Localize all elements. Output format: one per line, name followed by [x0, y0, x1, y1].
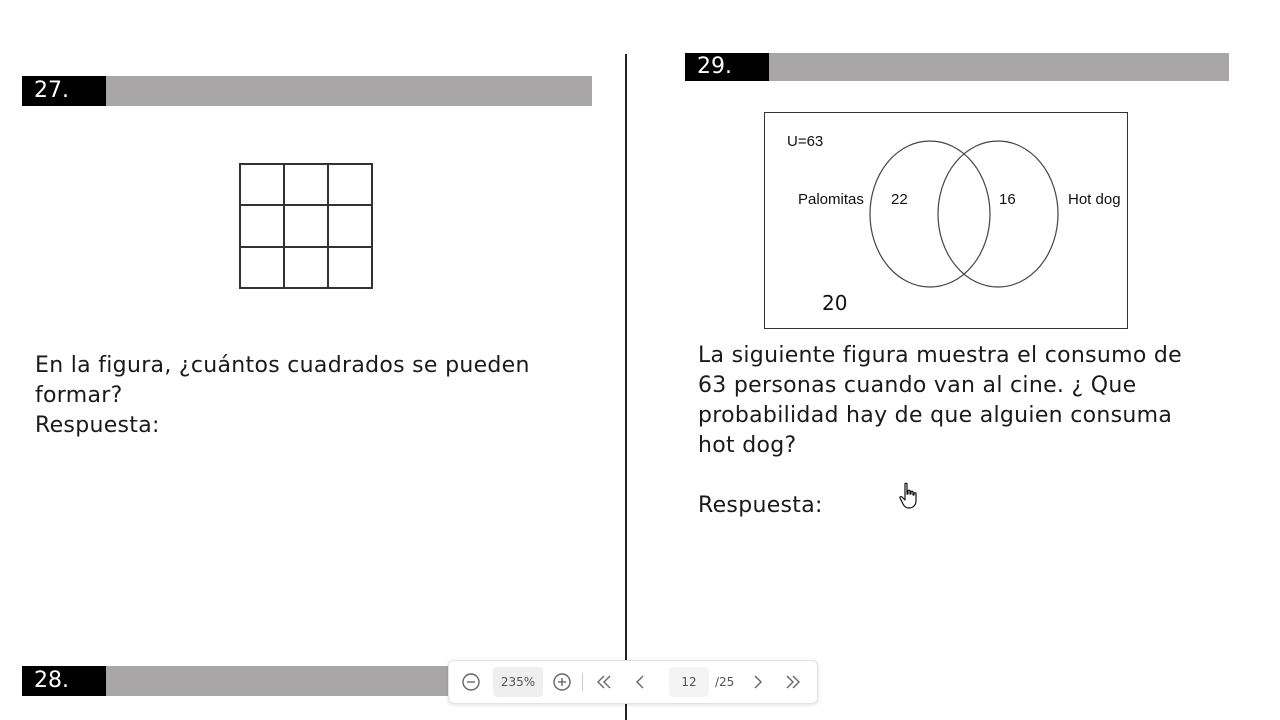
venn-universe-label: U=63	[787, 133, 824, 150]
grid-cell	[328, 247, 372, 288]
grid-cell	[284, 247, 328, 288]
venn-outside-value: 20	[822, 291, 848, 315]
question-29-answer-label: Respuesta:	[698, 493, 823, 518]
spacer	[698, 461, 1238, 491]
question-27-number: 27.	[22, 76, 106, 106]
last-page-button[interactable]	[781, 670, 805, 694]
venn-only-b-value: 16	[999, 191, 1016, 208]
question-29-line-4: hot dog?	[698, 433, 797, 458]
toolbar-separator	[582, 673, 583, 691]
zoom-out-button[interactable]	[459, 670, 483, 694]
question-27-line-1: En la figura, ¿cuántos cuadrados se pueden	[35, 353, 530, 378]
question-29-header	[685, 53, 1229, 81]
square-grid-figure	[239, 163, 373, 289]
double-chevron-left-icon	[595, 673, 613, 691]
grid-cell	[328, 164, 372, 205]
zoom-in-button[interactable]	[550, 670, 574, 694]
venn-circle-palomitas	[870, 141, 990, 287]
venn-diagram	[764, 112, 1128, 329]
question-29-number: 29.	[685, 53, 769, 81]
venn-only-a-value: 22	[891, 191, 908, 208]
question-27-header	[22, 76, 592, 106]
double-chevron-right-icon	[784, 673, 802, 691]
chevron-left-icon	[632, 673, 650, 691]
grid-cell	[240, 205, 284, 246]
page-number-input[interactable]: 12	[669, 667, 709, 697]
venn-set-b-label: Hot dog	[1068, 191, 1121, 208]
chevron-right-icon	[748, 673, 766, 691]
question-29-line-3: probabilidad hay de que alguien consuma	[698, 403, 1173, 428]
grid-cell	[284, 164, 328, 205]
question-27-answer-label: Respuesta:	[35, 413, 160, 438]
next-page-button[interactable]	[745, 670, 769, 694]
venn-set-a-label: Palomitas	[798, 191, 864, 208]
pdf-viewer-toolbar	[448, 660, 818, 704]
grid-cell	[328, 205, 372, 246]
hand-cursor-icon	[898, 482, 920, 510]
grid-cell	[240, 164, 284, 205]
question-29-line-1: La siguiente figura muestra el consumo de	[698, 343, 1182, 368]
question-29-line-2: 63 personas cuando van al cine. ¿ Que	[698, 373, 1137, 398]
question-28-number: 28.	[22, 666, 106, 696]
zoom-level[interactable]: 235%	[493, 667, 543, 697]
first-page-button[interactable]	[592, 670, 616, 694]
page-total: /25	[715, 675, 735, 689]
question-27-text	[35, 351, 595, 441]
grid-cell	[284, 205, 328, 246]
zoom-out-icon	[461, 672, 481, 692]
zoom-in-icon	[552, 672, 572, 692]
venn-circle-hotdog	[938, 141, 1058, 287]
question-27-line-2: formar?	[35, 383, 123, 408]
question-29-text	[698, 341, 1238, 521]
previous-page-button[interactable]	[629, 670, 653, 694]
grid-cell	[240, 247, 284, 288]
page-divider	[625, 54, 627, 720]
